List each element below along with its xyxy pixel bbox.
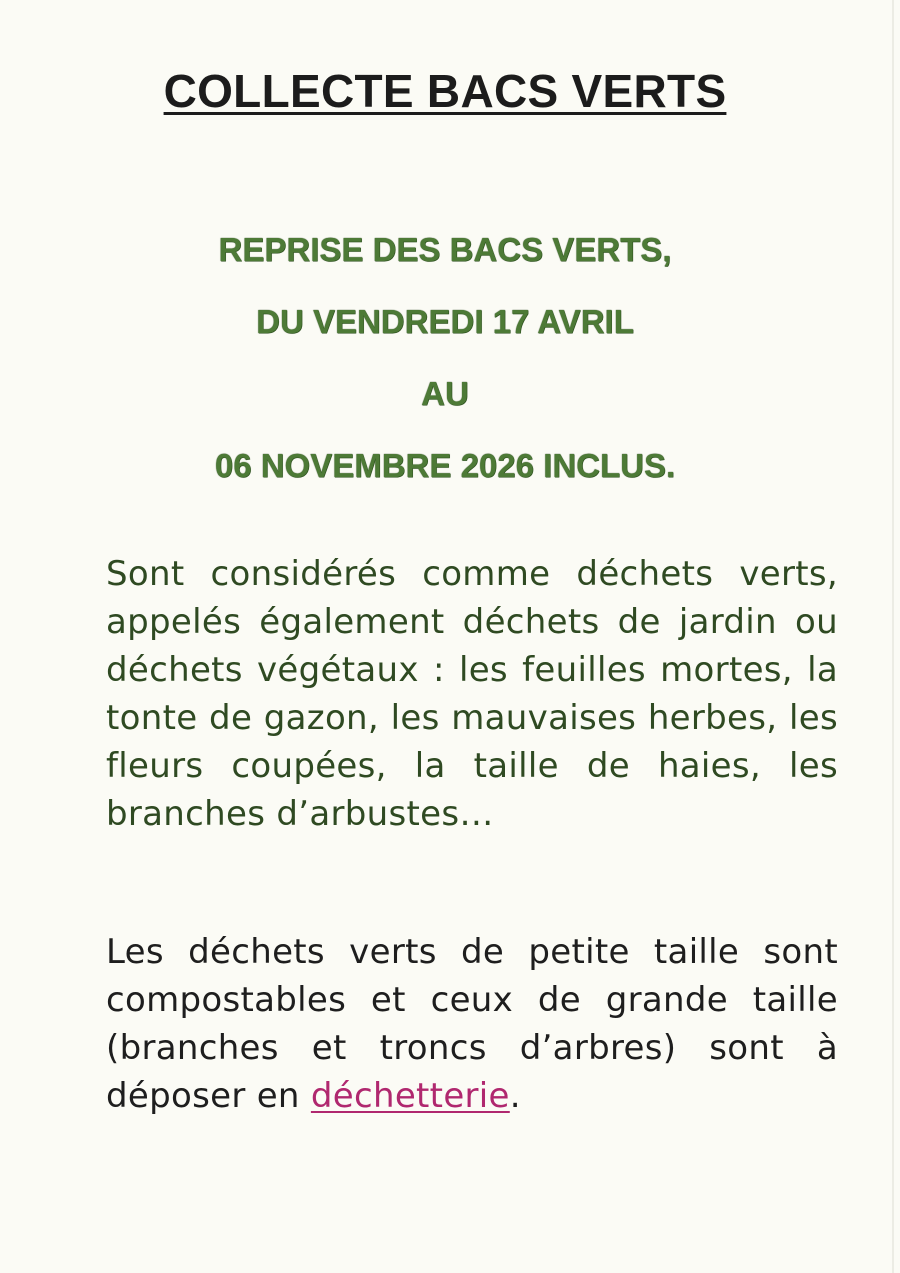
dates-line-resumption: REPRISE DES BACS VERTS, (218, 231, 672, 268)
collection-dates-block (0, 222, 890, 510)
page-title-text: COLLECTE BACS VERTS (163, 65, 727, 117)
page-edge (892, 0, 894, 1273)
green-waste-disposal-paragraph (106, 928, 838, 1120)
dechetterie-link[interactable]: déchetterie (310, 1076, 510, 1116)
disposal-text: Les déchets verts de petite taille sont compostables et ceux de grande taille (branches et troncs d’arbres) sont à déposer en (106, 932, 838, 1116)
dates-line-to: AU (421, 375, 469, 412)
dates-line-end: 06 NOVEMBRE 2026 INCLUS. (214, 447, 676, 484)
dates-line-start: DU VENDREDI 17 AVRIL (256, 303, 634, 340)
page-title (0, 64, 890, 118)
disposal-end: . (509, 1076, 521, 1116)
green-waste-definition-paragraph: Sont considérés comme déchets verts, appelés également déchets de jardin ou déchets végétaux : les feuilles mortes, la tonte de gazon, les mauvaises herbes, les fleurs coupées, la taille de haies, les branches d’arbustes… (106, 554, 838, 834)
